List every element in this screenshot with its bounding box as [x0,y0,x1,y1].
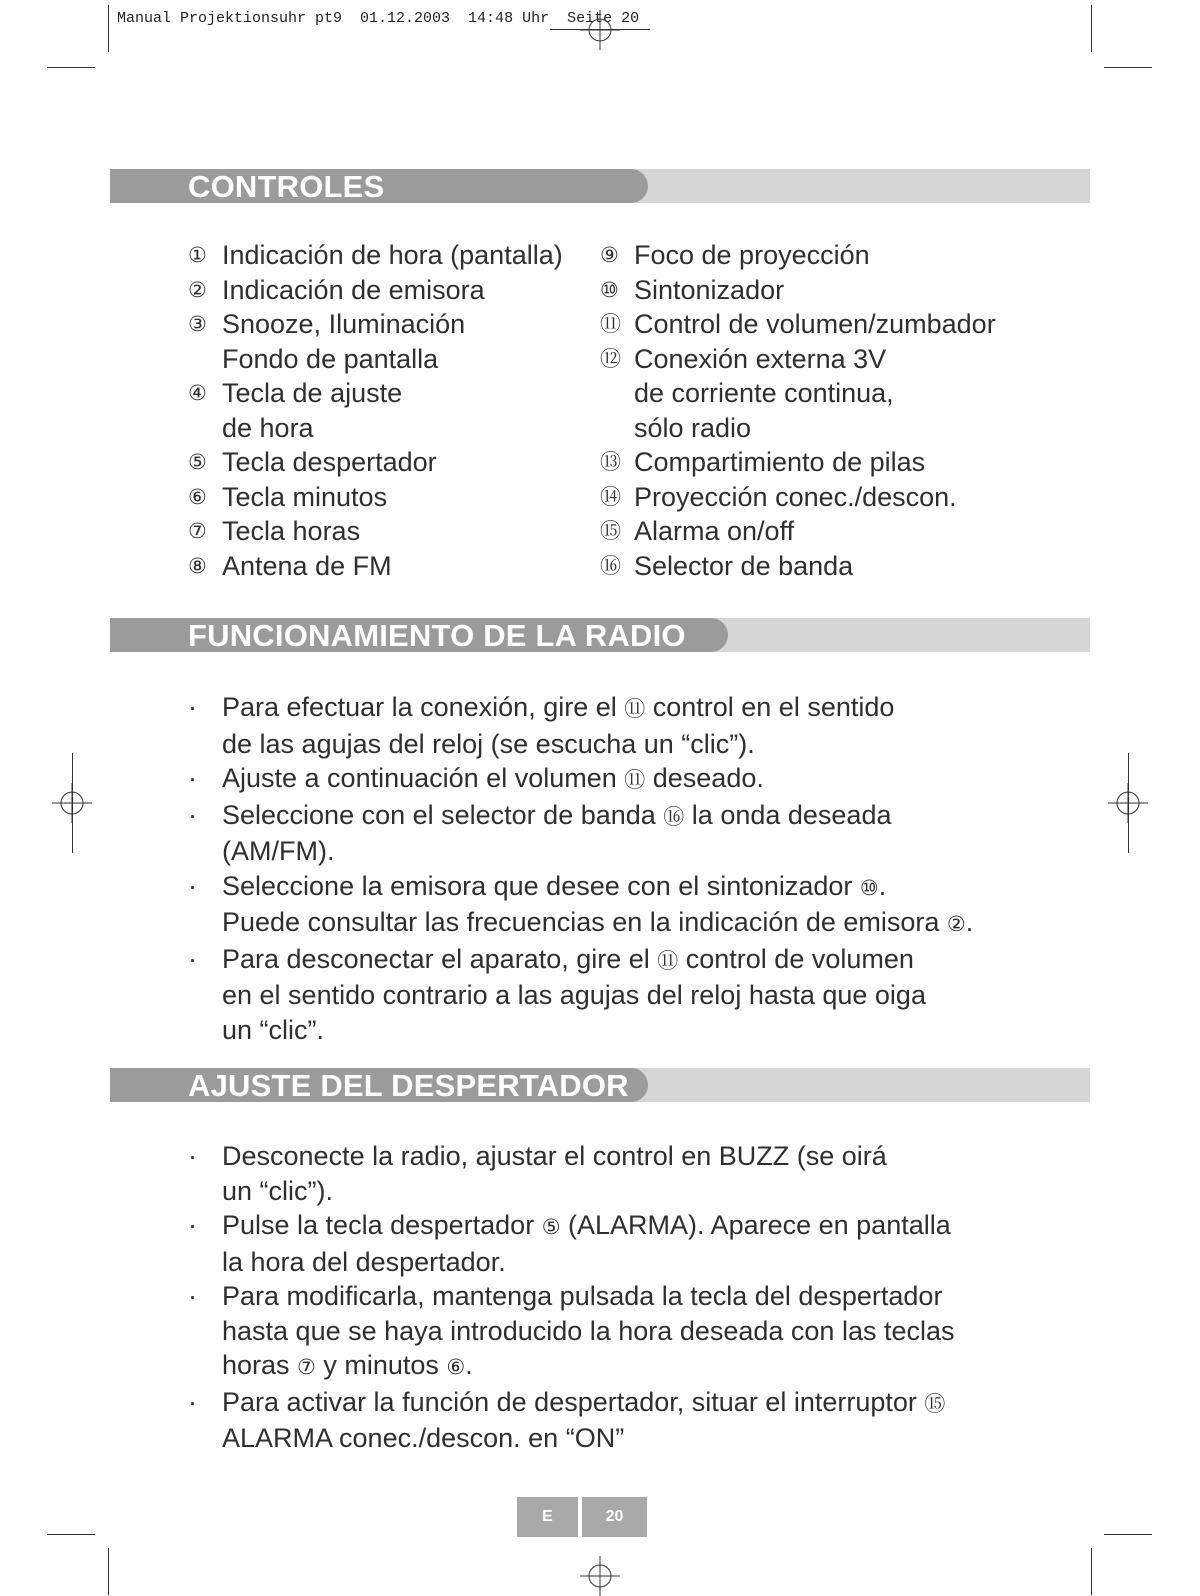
crop-mark [108,5,109,52]
list-item: ⑭ Proyección conec./descon. [600,481,957,512]
radio-instructions [188,690,1088,1047]
section-title: CONTROLES [188,169,385,204]
footer-page-number: 20 [582,1497,647,1537]
list-item: ⑦ Tecla horas [188,516,361,546]
list-item: · Seleccione con el selector de banda ⑯ la onda deseada (AM/FM). [188,799,892,866]
registration-mark-icon [580,1556,620,1596]
controls-list-left [188,238,588,583]
crop-mark [72,753,73,853]
list-item: · Ajuste a continuación el volumen ⑪ deseado. [188,763,764,793]
crop-mark [47,67,95,68]
footer-language-tab: E [517,1497,578,1537]
registration-mark-icon [580,10,620,50]
crop-mark [1091,5,1092,52]
list-item: ⑩ Sintonizador [600,274,785,305]
list-item: ③ Snooze, Iluminación Fondo de pantalla [188,309,466,374]
crop-mark [108,1548,109,1595]
crop-mark [1091,1548,1092,1595]
list-item: · Desconecte la radio, ajustar el control en BUZZ (se oirá un “clic”). [188,1141,887,1206]
list-item: ⑪ Control de volumen/zumbador [600,309,996,339]
list-item: · Para modificarla, mantenga pulsada la tecla del despertador hasta que se haya introducido la hora deseada con las teclas horas ⑦ y minutos ⑥. [188,1281,955,1380]
list-item: · Para efectuar la conexión, gire el ⑪ control en el sentido de las agujas del reloj (se escucha un “clic”). [188,692,895,759]
list-item: ⑥ Tecla minutos [188,481,388,512]
crop-mark [47,1534,95,1535]
list-item: ④ Tecla de ajuste de hora [188,378,403,443]
print-header: Manual Projektionsuhr pt9 01.12.2003 14:48 Uhr Seite 20 [117,10,640,27]
list-item: ② Indicación de emisora [188,274,485,305]
section-title: FUNCIONAMIENTO DE LA RADIO [188,618,686,653]
list-item: ⑮ Alarma on/off [600,516,795,546]
crop-mark [1128,753,1129,853]
section-header-controles [110,169,1090,203]
list-item: · Para desconectar el aparato, gire el ⑪ control de volumen en el sentido contrario a las agujas del reloj hasta que oiga un “clic”. [188,943,926,1045]
list-item: ⑤ Tecla despertador [188,447,437,477]
list-item: · Pulse la tecla despertador ⑤ (ALARMA). Aparece en pantalla la hora del despertador. [188,1210,951,1277]
alarm-instructions [188,1139,1088,1456]
list-item: ⑬ Compartimiento de pilas [600,447,926,477]
section-header-radio [110,618,1090,652]
list-item: ⑧ Antena de FM [188,550,392,581]
section-header-alarm [110,1068,1090,1102]
list-item: · Para activar la función de despertador, situar el interruptor ⑮ ALARMA conec./descon. en “ON” [188,1386,946,1453]
crop-mark [1104,67,1152,68]
controls-list-right [600,238,1070,583]
crop-mark [1104,1534,1152,1535]
list-item: ⑫ Conexión externa 3V de corriente continua, sólo radio [600,343,894,443]
list-item: ⑨ Foco de proyección [600,240,870,270]
section-title: AJUSTE DEL DESPERTADOR [188,1068,629,1103]
list-item: · Seleccione la emisora que desee con el sintonizador ⑩. Puede consultar las frecuencias en la indicación de emisora ②. [188,870,974,937]
list-item: ⑯ Selector de banda [600,550,854,581]
list-item: ① Indicación de hora (pantalla) [188,240,563,270]
